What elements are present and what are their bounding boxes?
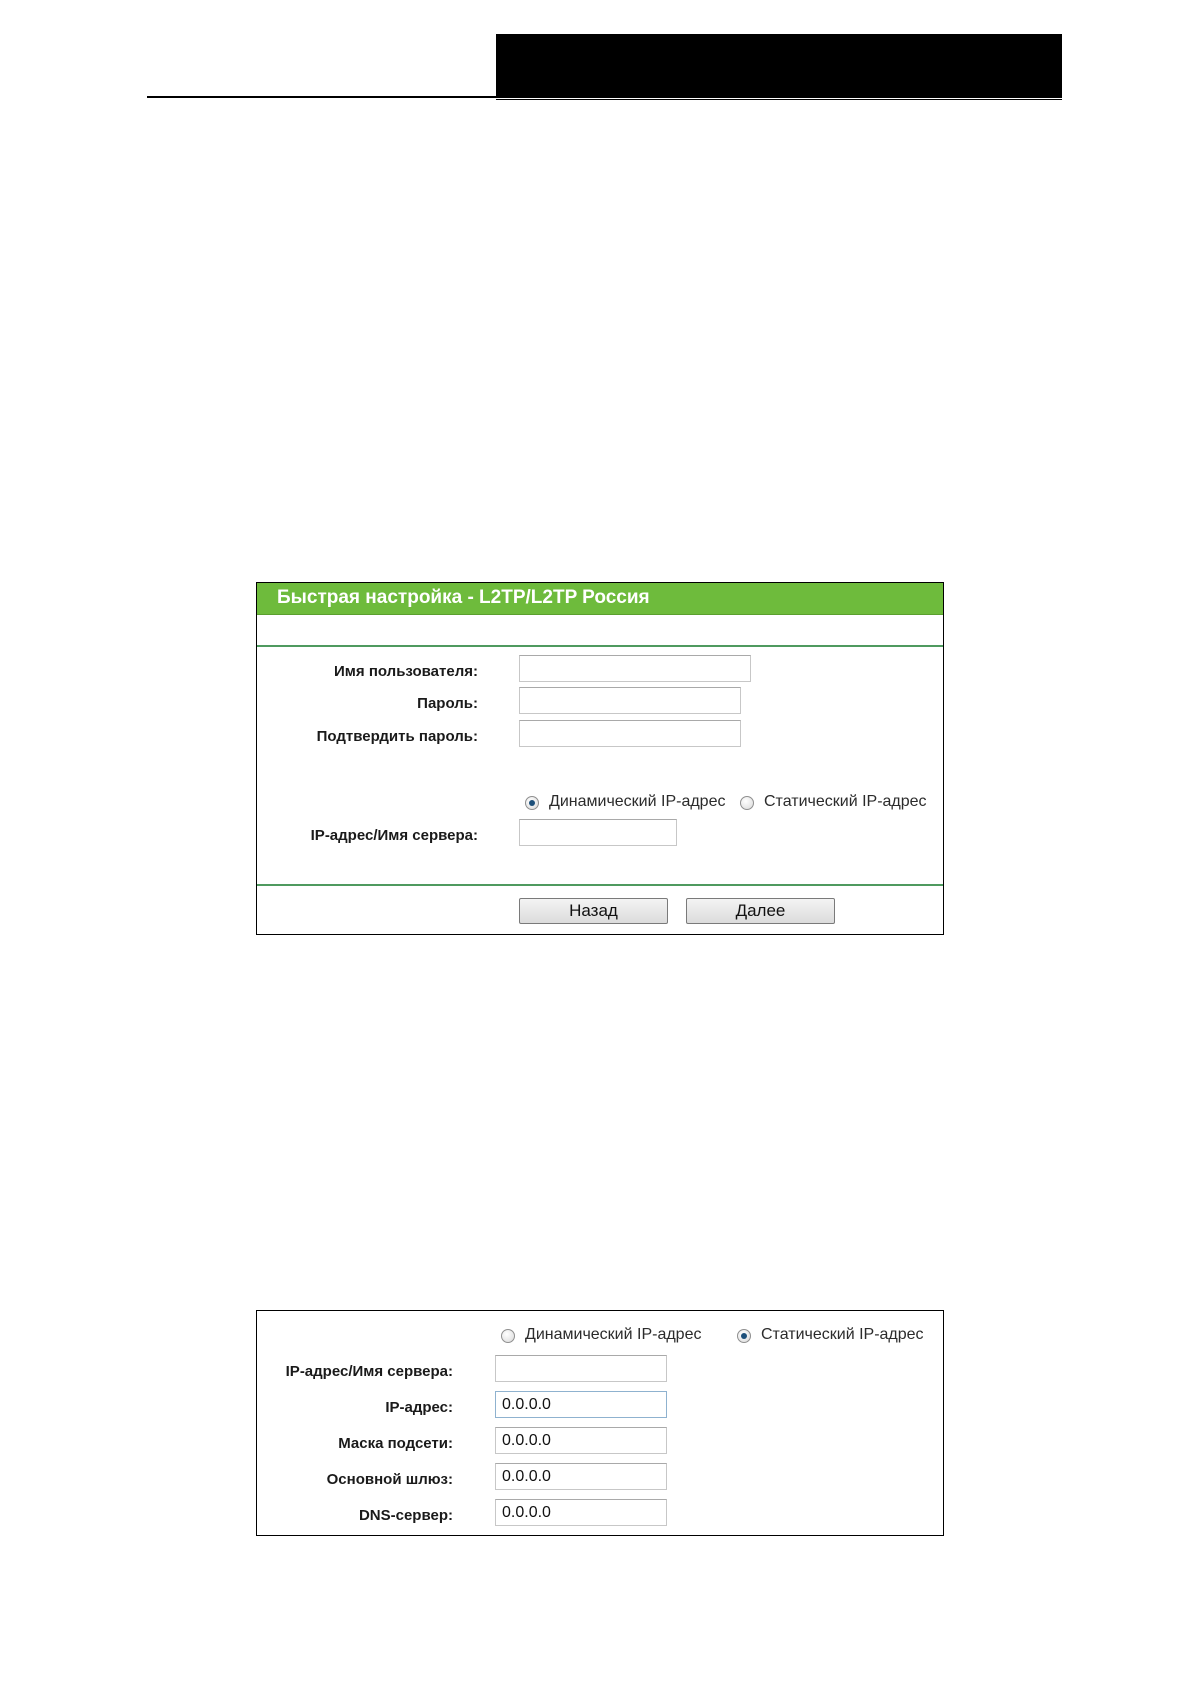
ip-address-label: IP-адрес: xyxy=(385,1399,453,1416)
header-rule xyxy=(147,96,1062,98)
radio-selected-icon xyxy=(737,1329,751,1343)
top-separator xyxy=(257,645,943,647)
radio-selected-icon xyxy=(525,796,539,810)
username-label: Имя пользователя: xyxy=(334,663,478,680)
server-field[interactable] xyxy=(495,1355,667,1382)
dns-server-label: DNS-сервер: xyxy=(358,1507,453,1524)
dynamic-ip-label: Динамический IP-адрес xyxy=(525,1326,702,1343)
gateway-field[interactable] xyxy=(495,1463,667,1490)
panel-title-bar xyxy=(257,583,943,615)
static-ip-label: Статический IP-адрес xyxy=(764,793,927,810)
confirm-password-label: Подтвердить пароль: xyxy=(316,728,478,745)
server-label: IP-адрес/Имя сервера: xyxy=(310,827,478,844)
server-field[interactable] xyxy=(519,819,677,846)
header-rule-secondary xyxy=(496,99,1062,100)
dynamic-ip-label: Динамический IP-адрес xyxy=(549,793,726,810)
panel-title: Быстрая настройка - L2TP/L2TP Россия xyxy=(277,587,650,608)
password-label: Пароль: xyxy=(417,695,478,712)
subnet-mask-field[interactable] xyxy=(495,1427,667,1454)
back-button[interactable]: Назад xyxy=(519,898,668,924)
dns-server-field[interactable] xyxy=(495,1499,667,1526)
bottom-separator xyxy=(257,884,943,886)
confirm-password-field[interactable] xyxy=(519,720,741,747)
subnet-mask-label: Маска подсети: xyxy=(338,1435,453,1452)
gateway-label: Основной шлюз: xyxy=(326,1471,453,1488)
username-field[interactable] xyxy=(519,655,751,682)
header-bar xyxy=(496,34,1062,97)
radio-unselected-icon xyxy=(740,796,754,810)
next-button[interactable]: Далее xyxy=(686,898,835,924)
password-field[interactable] xyxy=(519,687,741,714)
static-ip-label: Статический IP-адрес xyxy=(761,1326,924,1343)
radio-unselected-icon xyxy=(501,1329,515,1343)
server-label: IP-адрес/Имя сервера: xyxy=(285,1363,453,1380)
ip-address-field[interactable] xyxy=(495,1391,667,1418)
quick-setup-panel xyxy=(256,582,944,935)
static-ip-panel xyxy=(256,1310,944,1536)
